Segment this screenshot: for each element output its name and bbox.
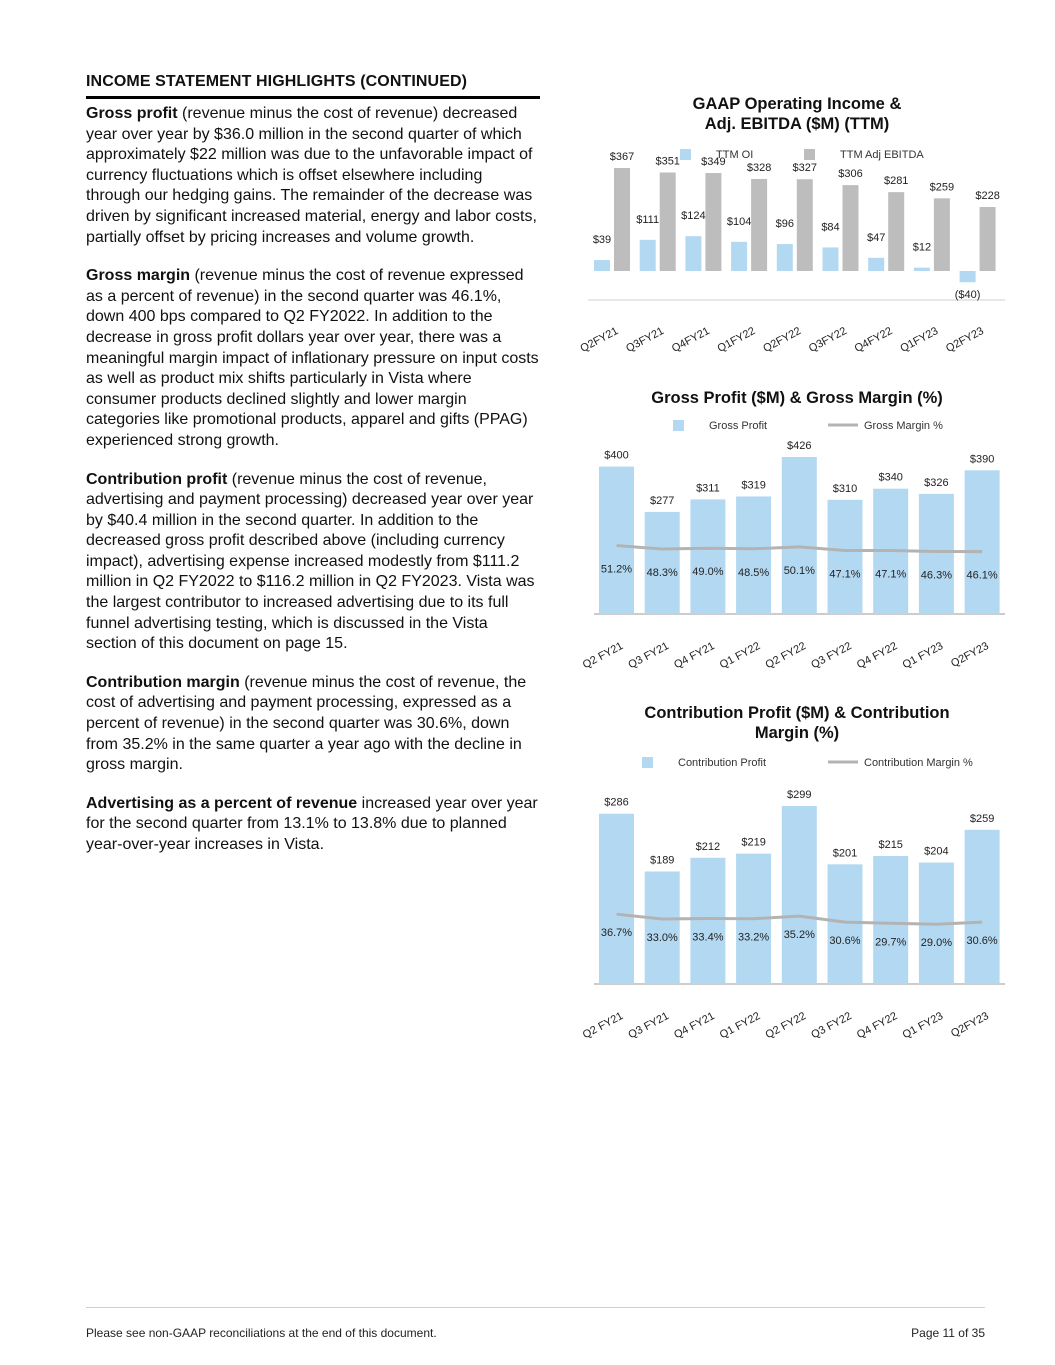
paragraph-body: (revenue minus the cost of revenue) decreased year over year by $36.0 million in the second quarter of which approximately $22 million was due to the unfavorable impact of currency fluctuations which is offset elsewhere including through our hedging gains. The remainder of the decrease was driven by significant increased material, energy and labor costs, partially offset by pricing increases and volume growth.: [86, 105, 537, 246]
data-label-ebitda: $349: [701, 156, 726, 169]
bar: [828, 500, 863, 614]
x-tick-label: Q2FY23: [944, 325, 986, 355]
x-tick-label: Q3 FY22: [809, 640, 854, 672]
data-label-bar: $390: [969, 453, 995, 466]
page-number: Page 11 of 35: [911, 1326, 985, 1340]
chart-title: Margin (%): [754, 724, 840, 742]
x-tick-label: Q2 FY21: [580, 640, 626, 672]
bar-ttm-oi: [868, 258, 884, 271]
data-label-ebitda: $328: [746, 161, 772, 174]
legend-label: Gross Profit: [709, 420, 768, 432]
x-tick-label: Q3FY21: [624, 325, 666, 355]
data-label-bar: $340: [878, 471, 903, 484]
data-label-bar: $326: [924, 476, 949, 489]
x-tick-label: Q4 FY22: [854, 1010, 900, 1042]
bar: [828, 864, 863, 984]
data-label-oi: $12: [912, 241, 932, 254]
legend-label: Contribution Margin %: [864, 757, 973, 769]
data-label-oi: $84: [821, 221, 840, 234]
bar-ttm-oi: [823, 247, 839, 271]
legend-swatch-bar: [642, 757, 653, 768]
x-tick-label: Q2FY22: [761, 325, 804, 355]
data-label-bar: $215: [878, 839, 903, 852]
x-tick-label: Q2FY21: [578, 325, 621, 355]
x-tick-label: Q4 FY21: [672, 640, 717, 672]
data-label-bar: $400: [604, 449, 629, 462]
data-label-bar: $219: [741, 836, 766, 849]
bar: [965, 470, 1000, 614]
data-label-pct: 46.1%: [966, 569, 998, 582]
data-label-pct: 33.2%: [737, 931, 770, 944]
data-label-ebitda: $281: [883, 175, 909, 188]
legend-label: Contribution Profit: [678, 757, 767, 769]
paragraph-advertising: [86, 794, 540, 856]
bar-ttm-oi: [731, 242, 747, 271]
chart-svg: [560, 384, 1035, 672]
data-label-bar: $311: [696, 482, 720, 495]
chart-gross-profit-margin: [560, 384, 1035, 672]
chart-svg: [560, 88, 1035, 358]
data-label-pct: 51.2%: [600, 563, 633, 576]
x-tick-label: Q3 FY22: [809, 1010, 854, 1042]
data-label-pct: 46.3%: [920, 569, 953, 582]
data-label-oi: $39: [592, 234, 612, 247]
chart-title: Gross Profit ($M) & Gross Margin (%): [651, 389, 943, 407]
paragraph-contribution-margin: [86, 673, 540, 776]
bar: [645, 871, 680, 984]
bar-ttm-oi: [914, 268, 930, 271]
bar: [873, 856, 908, 984]
data-label-ebitda: $306: [838, 168, 863, 181]
chart-title: GAAP Operating Income &: [692, 95, 902, 113]
data-label-ebitda: $327: [792, 162, 818, 175]
paragraph-gross-margin: [86, 266, 540, 451]
bar-ttm-adj-ebitda: [705, 173, 721, 271]
data-label-pct: 47.1%: [875, 568, 907, 581]
bar: [782, 806, 817, 984]
paragraph-contribution-profit: [86, 470, 540, 655]
x-tick-label: Q1 FY23: [900, 1010, 946, 1042]
data-label-pct: 47.1%: [829, 568, 861, 581]
paragraph-lead: Advertising as a percent of revenue: [86, 794, 358, 812]
data-label-pct: 50.1%: [783, 564, 815, 577]
bar-ttm-oi: [640, 240, 656, 271]
chart-title: Contribution Profit ($M) & Contribution: [644, 704, 950, 722]
paragraph-body: (revenue minus the cost of revenue, the cost of advertising and payment processing, expressed as a percent of revenue) in the second quarter was 30.6%, down from 35.2% in the same quarter a year ago with the decline in gross margin.: [86, 673, 527, 774]
data-label-pct: 29.7%: [875, 936, 907, 949]
x-tick-label: Q2FY23: [949, 1010, 991, 1040]
paragraph-lead: Gross margin: [86, 267, 191, 285]
bar-ttm-oi: [594, 260, 610, 271]
legend-swatch-oi: [680, 149, 691, 160]
data-label-oi: $96: [775, 218, 794, 231]
data-label-pct: 30.6%: [966, 935, 998, 948]
paragraph-body: (revenue minus the cost of revenue, advertising and payment processing) decreased year over year by $40.4 million in the second quarter. In addition to the decreased gross profit described above (including currency impact), advertising expense increased modestly from $111.2 million in Q2 FY2022 to $116.2 million in Q2 FY2023. Vista was the largest contributor to increased advertising due to its full funnel advertising testing, which is discussed in the Vista section of this document on page 15.: [86, 470, 535, 653]
x-tick-label: Q1FY23: [898, 325, 941, 355]
data-label-bar: $259: [969, 812, 995, 825]
data-label-pct: 30.6%: [829, 935, 861, 948]
paragraph-lead: Gross profit: [86, 105, 178, 122]
data-label-bar: $286: [604, 796, 629, 809]
bar: [919, 494, 954, 614]
data-label-oi: $47: [867, 231, 886, 244]
section-title: INCOME STATEMENT HIGHLIGHTS (CONTINUED): [86, 73, 540, 99]
bar-ttm-adj-ebitda: [797, 179, 813, 271]
data-label-bar: $277: [649, 494, 675, 507]
data-label-ebitda: $228: [975, 190, 1000, 203]
bar-ttm-adj-ebitda: [980, 207, 996, 271]
bar-ttm-oi: [685, 236, 701, 271]
data-label-pct: 36.7%: [600, 927, 633, 940]
data-label-pct: 48.3%: [646, 567, 678, 580]
data-label-pct: 49.0%: [692, 566, 724, 579]
x-tick-label: Q1 FY23: [900, 640, 946, 672]
legend-label: Gross Margin %: [864, 420, 943, 432]
legend-label: TTM OI: [716, 149, 754, 161]
data-label-pct: 48.5%: [737, 566, 770, 579]
data-label-oi: $111: [636, 213, 660, 226]
bar-ttm-adj-ebitda: [843, 185, 859, 271]
legend-swatch-ebitda: [804, 149, 815, 160]
data-label-pct: 29.0%: [920, 937, 953, 950]
paragraph-body: (revenue minus the cost of revenue expressed as a percent of revenue) in the second quarter was 46.1%, down 400 bps compared to Q2 FY2022. In addition to the decrease in gross profit dollars year over year, there was a meaningful margin impact of inflationary pressure on input costs as well as product mix shifts particularly in Vista where consumer products declined slightly and lower margin categories like promotional products, apparel and gifts (PPAG) experienced strong growth.: [86, 267, 539, 449]
data-label-pct: 33.4%: [692, 931, 724, 944]
x-tick-label: Q4FY22: [852, 325, 895, 355]
data-label-ebitda: $259: [929, 181, 955, 194]
bar-ttm-adj-ebitda: [888, 192, 904, 271]
data-label-pct: 33.0%: [646, 932, 678, 944]
chart-contribution-profit-margin: [560, 700, 1035, 1040]
bar-ttm-adj-ebitda: [751, 179, 767, 271]
x-tick-label: Q2FY23: [949, 640, 991, 670]
legend-swatch-bar: [673, 420, 684, 431]
bar: [645, 512, 680, 614]
data-label-bar: $201: [832, 847, 858, 860]
legend-label: TTM Adj EBITDA: [840, 149, 924, 161]
bar: [690, 499, 725, 614]
bar: [690, 858, 725, 984]
paragraph-body: increased year over year for the second quarter from 13.1% to 13.8% due to planned year-over-year increases in Vista.: [86, 794, 538, 853]
data-label-pct: 35.2%: [783, 929, 815, 942]
data-label-oi: ($40): [954, 289, 981, 301]
data-label-bar: $204: [924, 845, 949, 858]
bar-ttm-oi: [960, 271, 976, 282]
paragraph-gross-profit: [86, 104, 540, 248]
bar-ttm-adj-ebitda: [934, 198, 950, 271]
bar-ttm-adj-ebitda: [614, 168, 630, 271]
bar: [736, 496, 771, 614]
data-label-ebitda: $367: [609, 151, 635, 163]
chart-title: Adj. EBITDA ($M) (TTM): [704, 115, 890, 133]
bar: [599, 467, 634, 614]
x-tick-label: Q2 FY22: [763, 640, 809, 672]
paragraph-lead: Contribution margin: [86, 673, 240, 691]
x-tick-label: Q2 FY21: [580, 1010, 626, 1042]
data-label-oi: $104: [726, 215, 752, 228]
chart-operating-income-ebitda: [560, 88, 1035, 358]
data-label-bar: $189: [649, 854, 675, 867]
bar-ttm-oi: [777, 244, 793, 271]
x-tick-label: Q3 FY21: [626, 1010, 671, 1042]
chart-svg: [560, 700, 1035, 1040]
bar: [782, 457, 817, 614]
x-tick-label: Q1FY22: [715, 325, 758, 355]
x-tick-label: Q1 FY22: [717, 640, 763, 672]
data-label-bar: $310: [832, 482, 858, 495]
bar: [965, 830, 1000, 984]
x-tick-label: Q1 FY22: [717, 1010, 763, 1042]
x-tick-label: Q4FY21: [669, 325, 712, 355]
x-tick-label: Q3FY22: [806, 325, 849, 355]
x-tick-label: Q2 FY22: [763, 1010, 809, 1042]
data-label-bar: $299: [787, 789, 812, 801]
x-tick-label: Q3 FY21: [626, 640, 671, 672]
data-label-bar: $319: [741, 479, 766, 492]
paragraph-lead: Contribution profit: [86, 470, 228, 488]
footer-note: Please see non-GAAP reconciliations at the end of this document.: [86, 1326, 437, 1340]
x-tick-label: Q4 FY21: [672, 1010, 717, 1042]
data-label-ebitda: $351: [655, 155, 680, 168]
bar-ttm-adj-ebitda: [660, 172, 676, 271]
x-tick-label: Q4 FY22: [854, 640, 900, 672]
data-label-bar: $426: [787, 440, 812, 452]
data-label-oi: $124: [681, 210, 706, 223]
data-label-bar: $212: [695, 840, 721, 853]
text-column: [86, 73, 540, 874]
footer-divider: [86, 1307, 985, 1308]
bar: [599, 814, 634, 984]
